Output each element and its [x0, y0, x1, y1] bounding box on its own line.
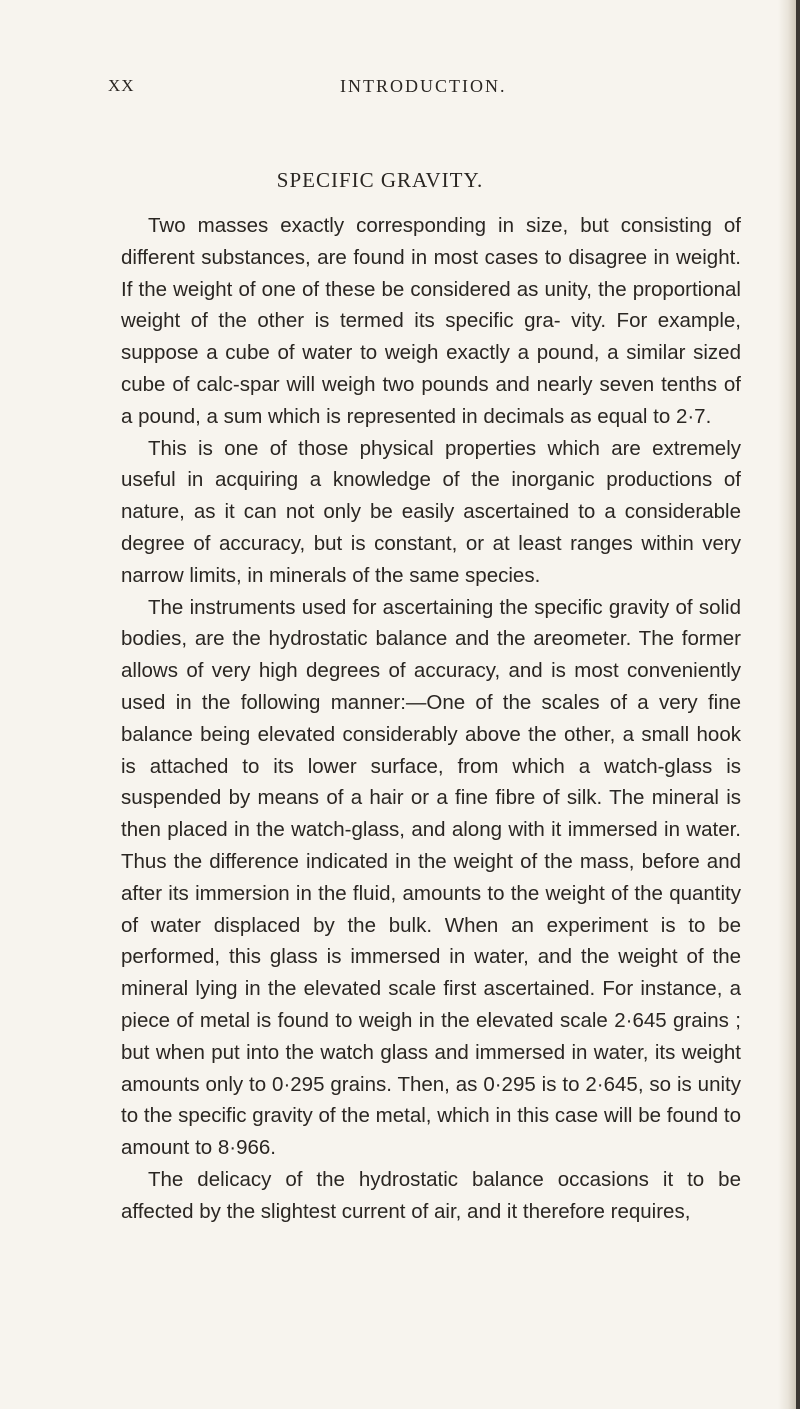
paragraph: The instruments used for ascertaining the specific gravity of solid bodies, are the hydrostatic balance and the areometer. The former allows of very high degrees of accuracy, and is most conveniently used in the following manner:—One of the scales of a very fine balance being elevated considerably above the other, a small hook is attached to its lower surface, from which a watch-glass is suspended by means of a hair or a fine fibre of silk. The mineral is then placed in the watch-glass, and along with it immersed in water. Thus the difference indicated in the weight of the mass, before and after its immersion in the fluid, amounts to the weight of the quantity of water displaced by the bulk. When an experiment is to be performed, this glass is immersed in water, and the weight of the mineral lying in the elevated scale first ascertained. For instance, a piece of metal is found to weigh in the elevated scale 2·645 grains ; but when put into the watch glass and immersed in water, its weight amounts only to 0·295 grains. Then, as 0·295 is to 2·645, so is unity to the specific gravity of the metal, which in this case will be found to amount to 8·966.	[121, 595, 741, 1160]
body-text	[121, 210, 741, 1228]
page-number: XX	[108, 76, 135, 95]
section-heading	[0, 168, 800, 193]
page-binding-edge	[796, 0, 800, 1409]
section-title: SPECIFIC GRAVITY.	[276, 168, 484, 192]
paragraph: Two masses exactly corresponding in size, but consisting of different substances, are found in most cases to disagree in weight. If the weight of one of these be considered as unity, the proportional weight of the other is termed its specific gra- vity. For example, suppose a cube of water to weigh exactly a pound, a similar sized cube of calc-spar will weigh two pounds and nearly seven tenths of a pound, a sum which is represented in decimals as equal to 2·7.	[121, 214, 741, 428]
running-head	[108, 76, 748, 104]
running-title: INTRODUCTION.	[340, 76, 507, 96]
paragraph: This is one of those physical properties which are extremely useful in acquiring a knowledge of the inorganic productions of nature, as it can not only be easily ascertained to a considerable degree of accuracy, but is constant, or at least ranges within very narrow limits, in minerals of the same species.	[121, 436, 741, 587]
paragraph: The delicacy of the hydrostatic balance occasions it to be affected by the slightest current of air, and it therefore requires,	[121, 1167, 741, 1223]
